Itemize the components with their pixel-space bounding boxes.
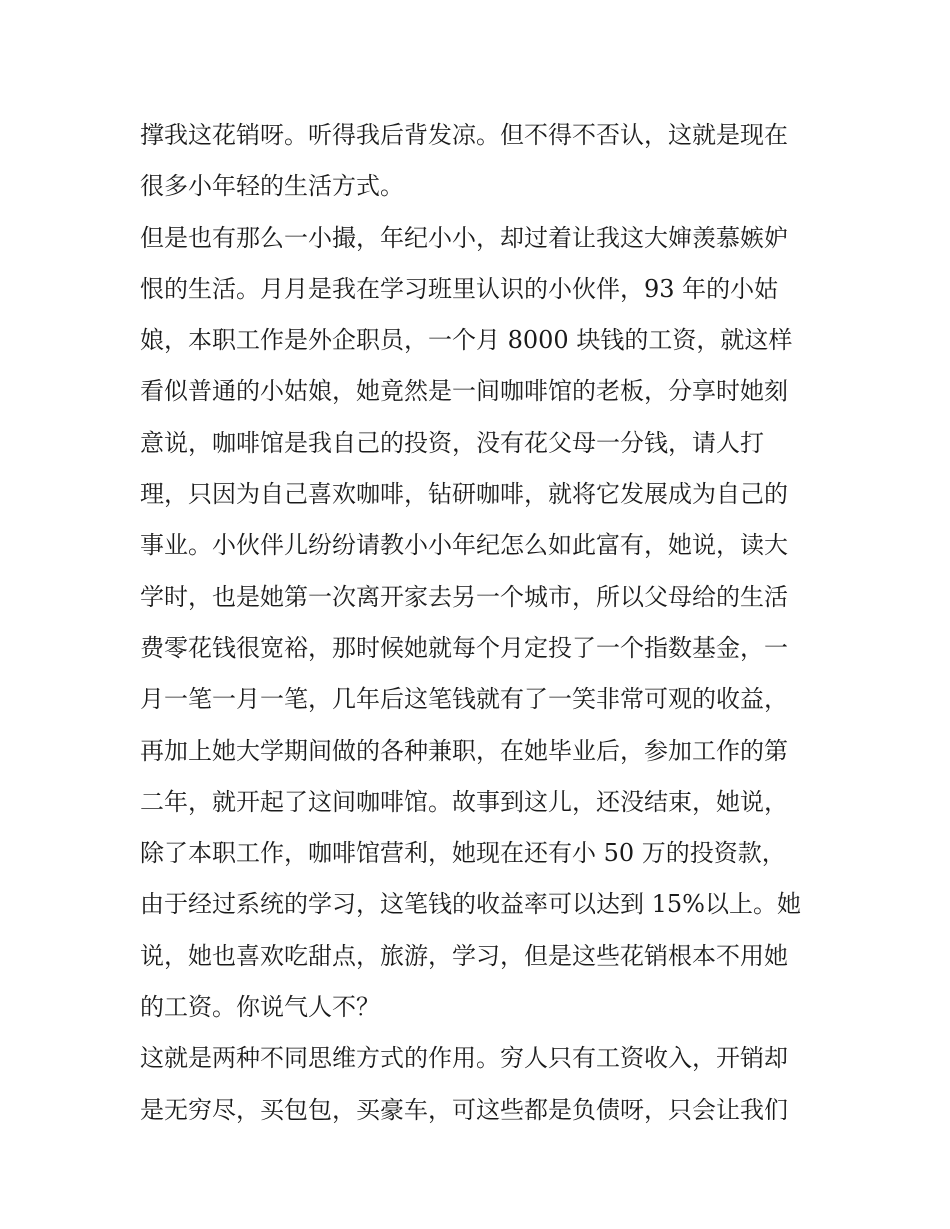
text-line: 事业。小伙伴儿纷纷请教小小年纪怎么如此富有，她说，读大 — [140, 531, 788, 560]
text-line: 是无穷尽，买包包，买豪车，可这些都是负债呀，只会让我们 — [140, 1095, 788, 1124]
body-text — [140, 110, 820, 1136]
text-line: 看似普通的小姑娘，她竟然是一间咖啡馆的老板，分享时她刻 — [140, 377, 788, 406]
text-line: 说，她也喜欢吃甜点，旅游，学习，但是这些花销根本不用她 — [140, 941, 788, 970]
text-line: 月一笔一月一笔，几年后这笔钱就有了一笑非常可观的收益， — [140, 685, 788, 714]
text-line: 除了本职工作，咖啡馆营利，她现在还有小 50 万的投资款， — [140, 839, 786, 868]
text-line: 由于经过系统的学习，这笔钱的收益率可以达到 15%以上。她 — [140, 890, 801, 919]
text-line: 再加上她大学期间做的各种兼职，在她毕业后，参加工作的第 — [140, 736, 788, 765]
text-line: 恨的生活。月月是我在学习班里认识的小伙伴，93 年的小姑 — [140, 274, 779, 303]
text-line: 娘，本职工作是外企职员，一个月 8000 块钱的工资，就这样 — [140, 326, 793, 355]
text-line: 理，只因为自己喜欢咖啡，钻研咖啡，就将它发展成为自己的 — [140, 480, 788, 509]
text-line: 费零花钱很宽裕，那时候她就每个月定投了一个指数基金，一 — [140, 633, 788, 662]
text-line: 二年，就开起了这间咖啡馆。故事到这儿，还没结束，她说， — [140, 787, 788, 816]
text-line: 这就是两种不同思维方式的作用。穷人只有工资收入，开销却 — [140, 1044, 788, 1073]
text-line: 的工资。你说气人不？ — [140, 993, 380, 1022]
text-line: 学时，也是她第一次离开家去另一个城市，所以父母给的生活 — [140, 582, 788, 611]
text-line: 但是也有那么一小撮，年纪小小，却过着让我这大婶羡慕嫉妒 — [140, 223, 788, 252]
text-line: 撑我这花销呀。听得我后背发凉。但不得不否认，这就是现在 — [140, 121, 788, 149]
text-line: 意说，咖啡馆是我自己的投资，没有花父母一分钱，请人打 — [140, 428, 764, 457]
text-line: 很多小年轻的生活方式。 — [140, 172, 404, 201]
